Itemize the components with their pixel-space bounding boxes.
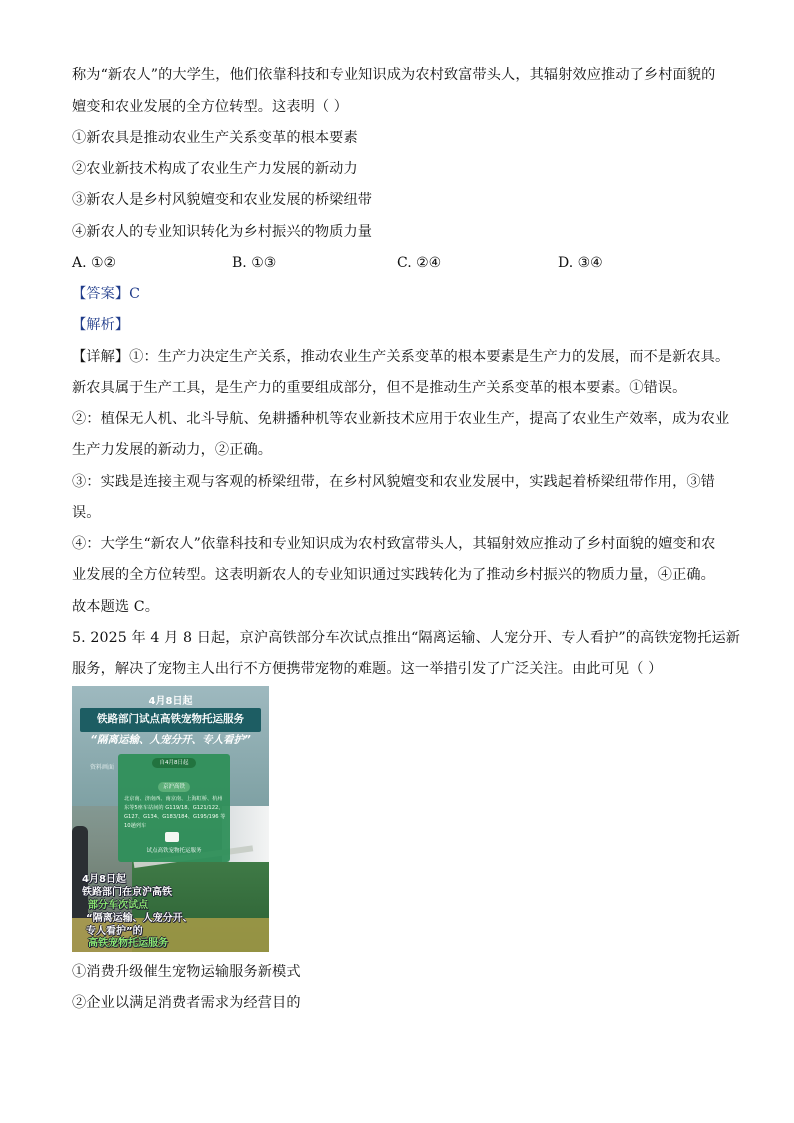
statement-1: ①新农具是推动农业生产关系变革的根本要素	[72, 130, 358, 146]
explanation-line: ②：植保无人机、北斗导航、免耕播种机等农业新技术应用于农业生产，提高了农业生产效率，成为农业	[72, 411, 730, 427]
info-date-pill: 自4月8日起	[152, 758, 196, 768]
caption-line: 铁路部门在京沪高铁	[82, 887, 172, 898]
option-a: A. ①②	[72, 255, 117, 271]
statement-3: ③新农人是乡村风貌嬗变和农业发展的桥梁纽带	[72, 192, 373, 208]
explanation-line: 误。	[72, 505, 101, 521]
pet-carrier-icon	[165, 832, 179, 842]
info-body: 北京南、济南西、南京南、上海虹桥、杭州东等5座车站间的 G119/18、G121/122、G127、G134、G183/184、G195/196 等10趟列车	[124, 796, 226, 829]
image-subtitle: “隔离运输、人宠分开、专人看护”	[90, 734, 251, 746]
statement-4: ④新农人的专业知识转化为乡村振兴的物质力量	[72, 224, 373, 240]
question-stem-line: 嬗变和农业发展的全方位转型。这表明（ ）	[72, 99, 349, 115]
info-footer: 试点高铁宠物托运服务	[146, 848, 202, 854]
explanation-line: ③：实践是连接主观与客观的桥梁纽带，在乡村风貌嬗变和农业发展中，实践起着桥梁纽带作用，③错	[72, 474, 715, 490]
explanation-line: 新农具属于生产工具，是生产力的重要组成部分，但不是推动生产关系变革的根本要素。①错误。	[72, 380, 687, 396]
statement-2: ②农业新技术构成了农业生产力发展的新动力	[72, 161, 358, 177]
caption-line: “隔离运输、人宠分开、	[86, 913, 193, 924]
explanation-line: 生产力发展的新动力，②正确。	[72, 442, 273, 458]
caption-line: 专人看护”的	[86, 926, 143, 937]
explanation-line: 业发展的全方位转型。这表明新农人的专业知识通过实践转化为了推动乡村振兴的物质力量，④正确。	[72, 567, 715, 583]
option-b: B. ①③	[232, 255, 277, 271]
image-source: 资料画面	[90, 764, 115, 771]
question-stem-line: 称为“新农人”的大学生，他们依靠科技和专业知识成为农村致富带头人，其辐射效应推动了乡村面貌的	[72, 67, 716, 83]
question-5-stem: 5. 2025 年 4 月 8 日起，京沪高铁部分车次试点推出“隔离运输、人宠分开、专人看护”的高铁宠物托运新	[72, 630, 741, 646]
explanation-line: 【详解】①：生产力决定生产关系，推动农业生产关系变革的根本要素是生产力的发展，而不是新农具。	[72, 349, 730, 365]
answer-label: 【答案】C	[72, 286, 141, 302]
image-date: 4月8日起	[148, 696, 193, 707]
news-image	[72, 686, 269, 952]
caption-line: 高铁宠物托运服务	[88, 938, 168, 949]
q5-statement-2: ②企业以满足消费者需求为经营目的	[72, 995, 301, 1011]
caption-line: 4月8日起	[82, 874, 126, 885]
info-line-tag: 京沪高铁	[158, 782, 190, 792]
question-5-stem: 服务，解决了宠物主人出行不方便携带宠物的难题。这一举措引发了广泛关注。由此可见（ ）	[72, 661, 663, 677]
conclusion-line: 故本题选 C。	[72, 599, 160, 615]
option-c: C. ②④	[397, 255, 442, 271]
analysis-label: 【解析】	[72, 317, 130, 333]
caption-line: 部分车次试点	[88, 900, 148, 911]
q5-statement-1: ①消费升级催生宠物运输服务新模式	[72, 964, 301, 980]
explanation-line: ④：大学生“新农人”依靠科技和专业知识成为农村致富带头人，其辐射效应推动了乡村面貌的嬗变和农	[72, 536, 716, 552]
option-d: D. ③④	[558, 255, 603, 271]
image-title: 铁路部门试点高铁宠物托运服务	[97, 713, 244, 725]
